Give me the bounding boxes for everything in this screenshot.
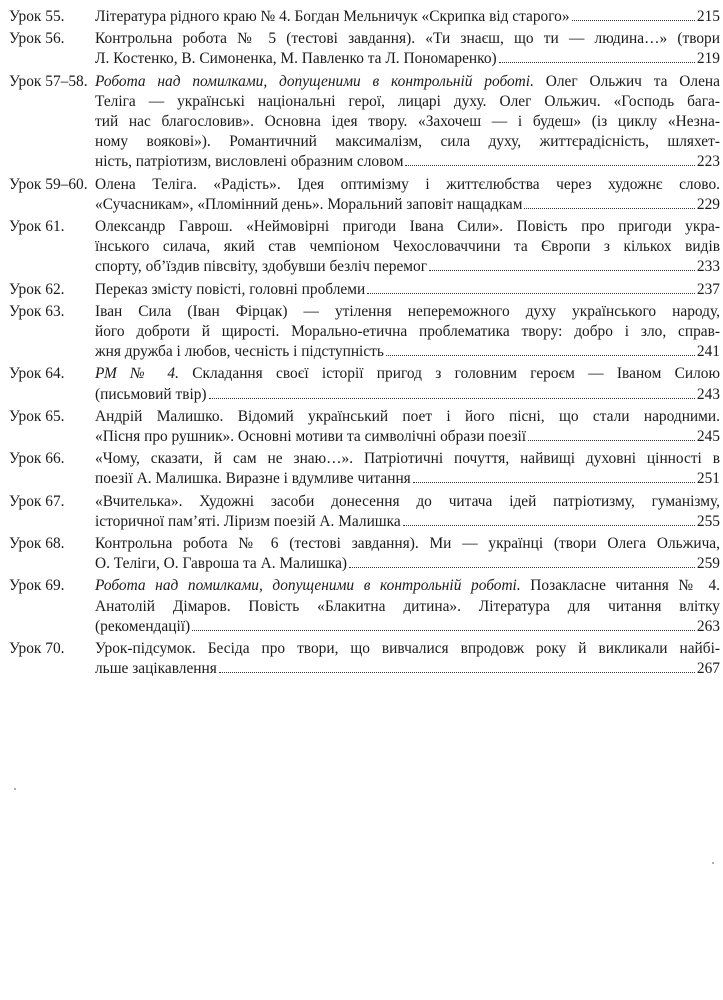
- page-number: 263: [696, 617, 720, 635]
- description-text: історичної пам’яті. Ліризм поезій А. Малишка: [95, 512, 401, 530]
- description-last-line: [95, 49, 720, 69]
- description-line: тий нас благословив». Основна ідея твору. «Захочеш — і будеш» (із циклу «Незна-: [95, 113, 720, 131]
- page-number: 243: [696, 385, 720, 403]
- description-text: (письмовий твір): [95, 385, 207, 403]
- lesson-description: [95, 364, 722, 404]
- lesson-description: [95, 534, 722, 574]
- lesson-number: Урок 55.: [9, 8, 65, 25]
- description-line: Олена Теліга. «Радість». Ідея оптимізму і життєлюбства через художнє слово.: [95, 175, 720, 193]
- lesson-number: Урок 64.: [9, 365, 65, 383]
- dot-leader: [403, 525, 695, 526]
- description-line: Андрій Малишко. Відомий український поет і його пісні, що стали народними.: [95, 407, 720, 425]
- description-last-line: [95, 617, 720, 637]
- lesson-number: Урок 62.: [9, 280, 65, 298]
- description-last-line: [95, 554, 720, 574]
- description-line: Теліга — українські національні герої, лицарі духу. Олег Ольжич. «Господь бага-: [95, 92, 720, 110]
- lesson-number: Урок 69.: [9, 577, 65, 595]
- toc-entry: [9, 492, 722, 532]
- description-text: ність, патріотизм, висловлені образним словом: [95, 153, 404, 171]
- description-text: Література рідного краю № 4. Богдан Мельничук «Скрипка від старого»: [95, 8, 570, 25]
- page-number: 233: [696, 258, 720, 276]
- dot-leader: [219, 672, 695, 673]
- toc-entry: [9, 364, 722, 404]
- description-line: «Вчителька». Художні засоби донесення до читача ідей патріотизму, гуманізму,: [95, 492, 720, 510]
- description-last-line: [95, 385, 720, 405]
- toc-entry: [9, 29, 722, 69]
- description-text: О. Теліги, О. Гавроша та А. Малишка): [95, 555, 348, 573]
- lesson-number: Урок 61.: [9, 218, 65, 236]
- lesson-description: [95, 175, 722, 215]
- dot-leader: [528, 440, 695, 441]
- scan-speck: [712, 862, 714, 864]
- lesson-number: Урок 70.: [9, 640, 65, 658]
- lesson-number: Урок 59–60.: [9, 175, 88, 193]
- toc-entry: [9, 72, 722, 173]
- description-line: Контрольна робота № 6 (тестові завдання). Ми — українці (твори Олега Ольжича,: [95, 535, 720, 553]
- dot-leader: [413, 482, 695, 483]
- lesson-description: [95, 449, 722, 489]
- dot-leader: [349, 567, 695, 568]
- description-text: Переказ змісту повісті, головні проблеми: [95, 280, 366, 298]
- toc-entry: [9, 534, 722, 574]
- lesson-number: Урок 65.: [9, 407, 65, 425]
- description-last-line: [95, 280, 720, 300]
- description-line: Урок-підсумок. Бесіда про твори, що вивчалися впродовж року й викликали найбі-: [95, 640, 720, 658]
- description-line: [95, 576, 720, 596]
- description-line: їнського силача, який став чемпіоном Чехословаччини та Європи з кількох видів: [95, 238, 720, 256]
- toc-entry: [9, 639, 722, 679]
- lesson-number: Урок 66.: [9, 450, 65, 468]
- toc-entry: [9, 449, 722, 489]
- description-line: Іван Сила (Іван Фірцак) — утілення непереможного духу українського народу,: [95, 302, 720, 320]
- description-line: Олександр Гаврош. «Неймовірні пригоди Івана Сили». Повість про пригоди укра-: [95, 218, 720, 236]
- description-last-line: [95, 195, 720, 215]
- description-text: поезії А. Малишка. Виразне і вдумливе читання: [95, 470, 411, 488]
- lesson-number: Урок 63.: [9, 302, 65, 320]
- lesson-description: [95, 217, 722, 278]
- description-line: його доброти й щирості. Морально-етична проблематика твору: добро і зло, справ-: [95, 323, 720, 341]
- dot-leader: [192, 630, 695, 631]
- page-number: 267: [696, 660, 720, 678]
- description-text: «Пісня про рушник». Основні мотиви та символічні образи поезії: [95, 428, 527, 446]
- lesson-description: [95, 492, 722, 532]
- lesson-description: [95, 72, 722, 173]
- dot-leader: [386, 355, 695, 356]
- description-text: жня дружба і любов, чесність і підступність: [95, 343, 384, 361]
- dot-leader: [572, 20, 695, 21]
- description-line: «Чому, сказати, й сам не знаю…». Патріотичні почуття, найвищі духовні цінності в: [95, 450, 720, 468]
- toc-entry: [9, 302, 722, 363]
- dot-leader: [405, 165, 694, 166]
- dot-leader: [367, 293, 695, 294]
- description-text: Олег Ольжич та Олена: [533, 72, 720, 90]
- lesson-description: [95, 302, 722, 363]
- toc-entry: [9, 407, 722, 447]
- page-number: 219: [696, 50, 720, 68]
- dot-leader: [209, 398, 695, 399]
- description-line: Анатолій Дімаров. Повість «Блакитна дитина». Література для читання влітку: [95, 597, 720, 615]
- lesson-description: [95, 29, 722, 69]
- table-of-contents: [9, 7, 722, 682]
- description-last-line: [95, 512, 720, 532]
- description-text: Позакласне читання № 4.: [520, 577, 721, 595]
- description-line: [95, 364, 720, 384]
- description-line: ному воякові»). Романтичний максималізм, сила духу, життєрадісність, шляхет-: [95, 133, 720, 151]
- page-number: 245: [696, 428, 720, 446]
- description-text: «Сучасникам», «Пломінний день». Моральний заповіт нащадкам: [95, 195, 523, 213]
- page-number: 215: [696, 8, 720, 25]
- description-last-line: [95, 427, 720, 447]
- description-text: спорту, об’їздив півсвіту, здобувши безліч перемог: [95, 258, 428, 276]
- scan-speck: [14, 788, 16, 790]
- page-number: 223: [696, 153, 720, 171]
- lesson-description: [95, 280, 722, 300]
- description-last-line: [95, 469, 720, 489]
- dot-leader: [499, 62, 695, 63]
- lesson-number: Урок 68.: [9, 535, 65, 553]
- description-text: Складання своєї історії пригод з головним героєм — Іваном Силою: [178, 365, 720, 383]
- lesson-number: Урок 56.: [9, 30, 65, 48]
- lesson-description: [95, 639, 722, 679]
- description-last-line: [95, 257, 720, 277]
- description-last-line: [95, 7, 720, 27]
- description-line: Контрольна робота № 5 (тестові завдання). «Ти знаєш, що ти — людина…» (твори: [95, 30, 720, 48]
- description-text: Л. Костенко, В. Симоненка, М. Павленко та Л. Пономаренко): [95, 50, 497, 68]
- description-text: льше зацікавлення: [95, 660, 217, 678]
- lesson-description: [95, 407, 722, 447]
- toc-entry: [9, 217, 722, 278]
- lesson-number: Урок 57–58.: [9, 72, 88, 90]
- description-last-line: [95, 342, 720, 362]
- lesson-description: [95, 7, 722, 27]
- toc-entry: [9, 576, 722, 637]
- description-last-line: [95, 659, 720, 679]
- page-number: 255: [696, 512, 720, 530]
- lesson-number: Урок 67.: [9, 492, 65, 510]
- description-last-line: [95, 152, 720, 172]
- dot-leader: [429, 270, 695, 271]
- page-number: 241: [696, 343, 720, 361]
- page-number: 229: [696, 195, 720, 213]
- toc-entry: [9, 280, 722, 300]
- italic-prefix: Робота над помилками, допущеними в контрольній роботі.: [95, 72, 534, 90]
- italic-prefix: РМ № 4.: [95, 365, 179, 383]
- italic-prefix: Робота над помилками, допущеними в контрольній роботі.: [95, 577, 521, 595]
- page-number: 251: [696, 470, 720, 488]
- toc-entry: [9, 175, 722, 215]
- description-line: [95, 72, 720, 92]
- toc-entry: [9, 7, 722, 27]
- description-text: (рекомендації): [95, 617, 191, 635]
- page-number: 237: [696, 280, 720, 298]
- dot-leader: [524, 208, 694, 209]
- lesson-description: [95, 576, 722, 637]
- page-number: 259: [696, 555, 720, 573]
